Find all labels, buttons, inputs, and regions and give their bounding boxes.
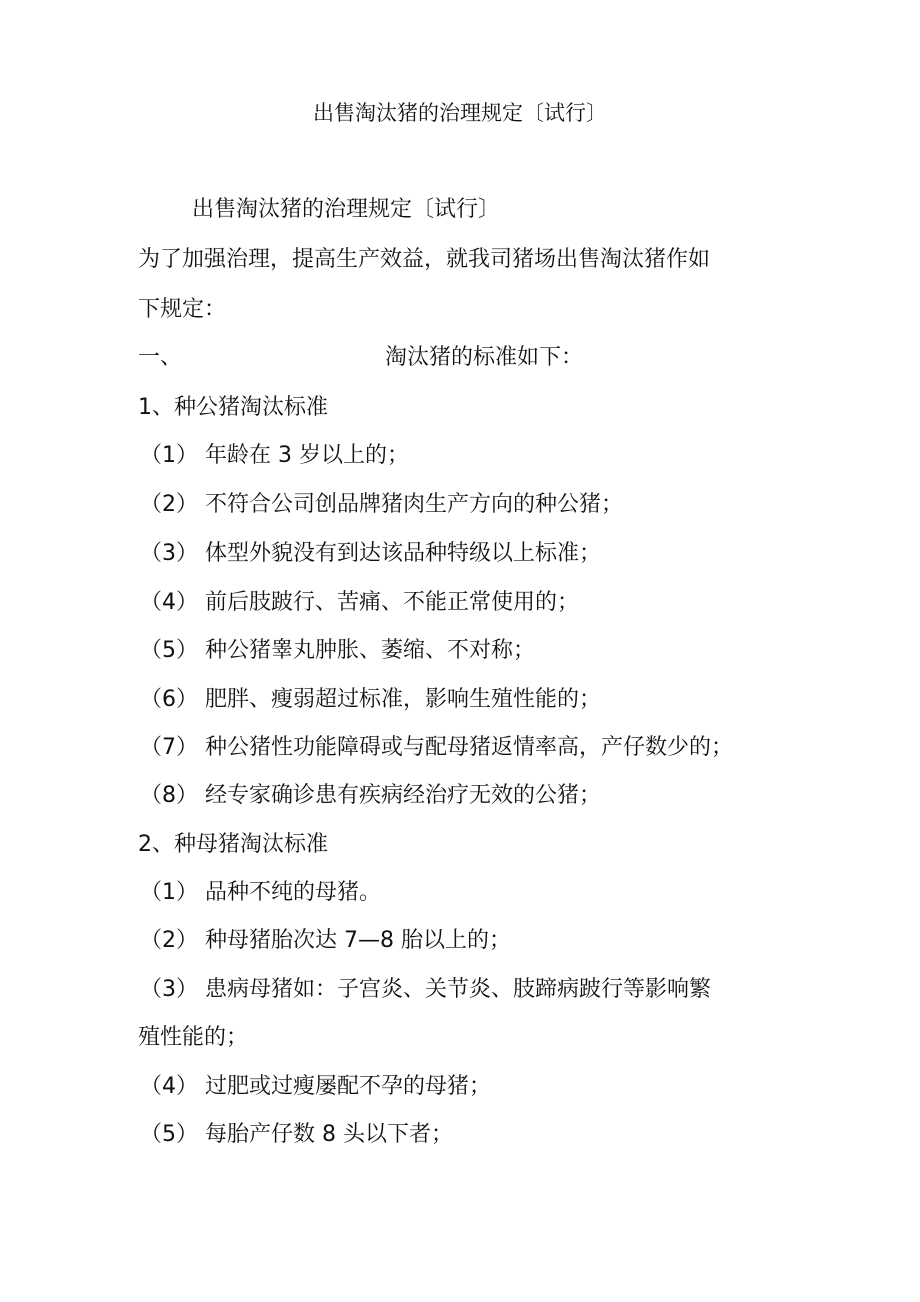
boar-criteria-item: （3） 体型外貌没有到达该品种特级以上标准； [140, 541, 601, 566]
intro-paragraph-line-2: 下规定： [138, 297, 227, 322]
boar-criteria-heading: 1、种公猪淘汰标准 [138, 395, 328, 420]
sow-criteria-item: （3） 患病母猪如：子宫炎、关节炎、肢蹄病跛行等影响繁 [140, 977, 711, 1002]
boar-criteria-item: （4） 前后肢跛行、苦痛、不能正常使用的； [140, 590, 579, 615]
boar-criteria-item: （6） 肥胖、瘦弱超过标准，影响生殖性能的； [140, 687, 601, 712]
boar-criteria-item: （8） 经专家确诊患有疾病经治疗无效的公猪； [140, 783, 601, 808]
intro-paragraph-line-1: 为了加强治理，提高生产效益，就我司猪场出售淘汰猪作如 [138, 247, 711, 272]
section-heading: 淘汰猪的标准如下： [385, 345, 584, 370]
boar-criteria-item: （7） 种公猪性功能障碍或与配母猪返情率高，产仔数少的； [140, 735, 733, 760]
sow-criteria-item: （4） 过肥或过瘦屡配不孕的母猪； [140, 1074, 491, 1099]
section-number: 一、 [138, 345, 183, 370]
document-subtitle: 出售淘汰猪的治理规定〔试行〕 [192, 197, 501, 222]
sow-criteria-item: （1） 品种不纯的母猪。 [140, 880, 381, 905]
document-title: 出售淘汰猪的治理规定〔试行〕 [313, 101, 607, 125]
sow-criteria-item-continuation: 殖性能的； [138, 1025, 249, 1050]
sow-criteria-item: （5） 每胎产仔数 8 头以下者； [140, 1122, 453, 1147]
boar-criteria-item: （2） 不符合公司创品牌猪肉生产方向的种公猪； [140, 492, 623, 517]
sow-criteria-item: （2） 种母猪胎次达 7—8 胎以上的； [140, 928, 511, 953]
sow-criteria-heading: 2、种母猪淘汰标准 [138, 832, 328, 857]
boar-criteria-item: （1） 年龄在 3 岁以上的； [140, 443, 409, 468]
boar-criteria-item: （5） 种公猪睾丸肿胀、萎缩、不对称； [140, 638, 535, 663]
